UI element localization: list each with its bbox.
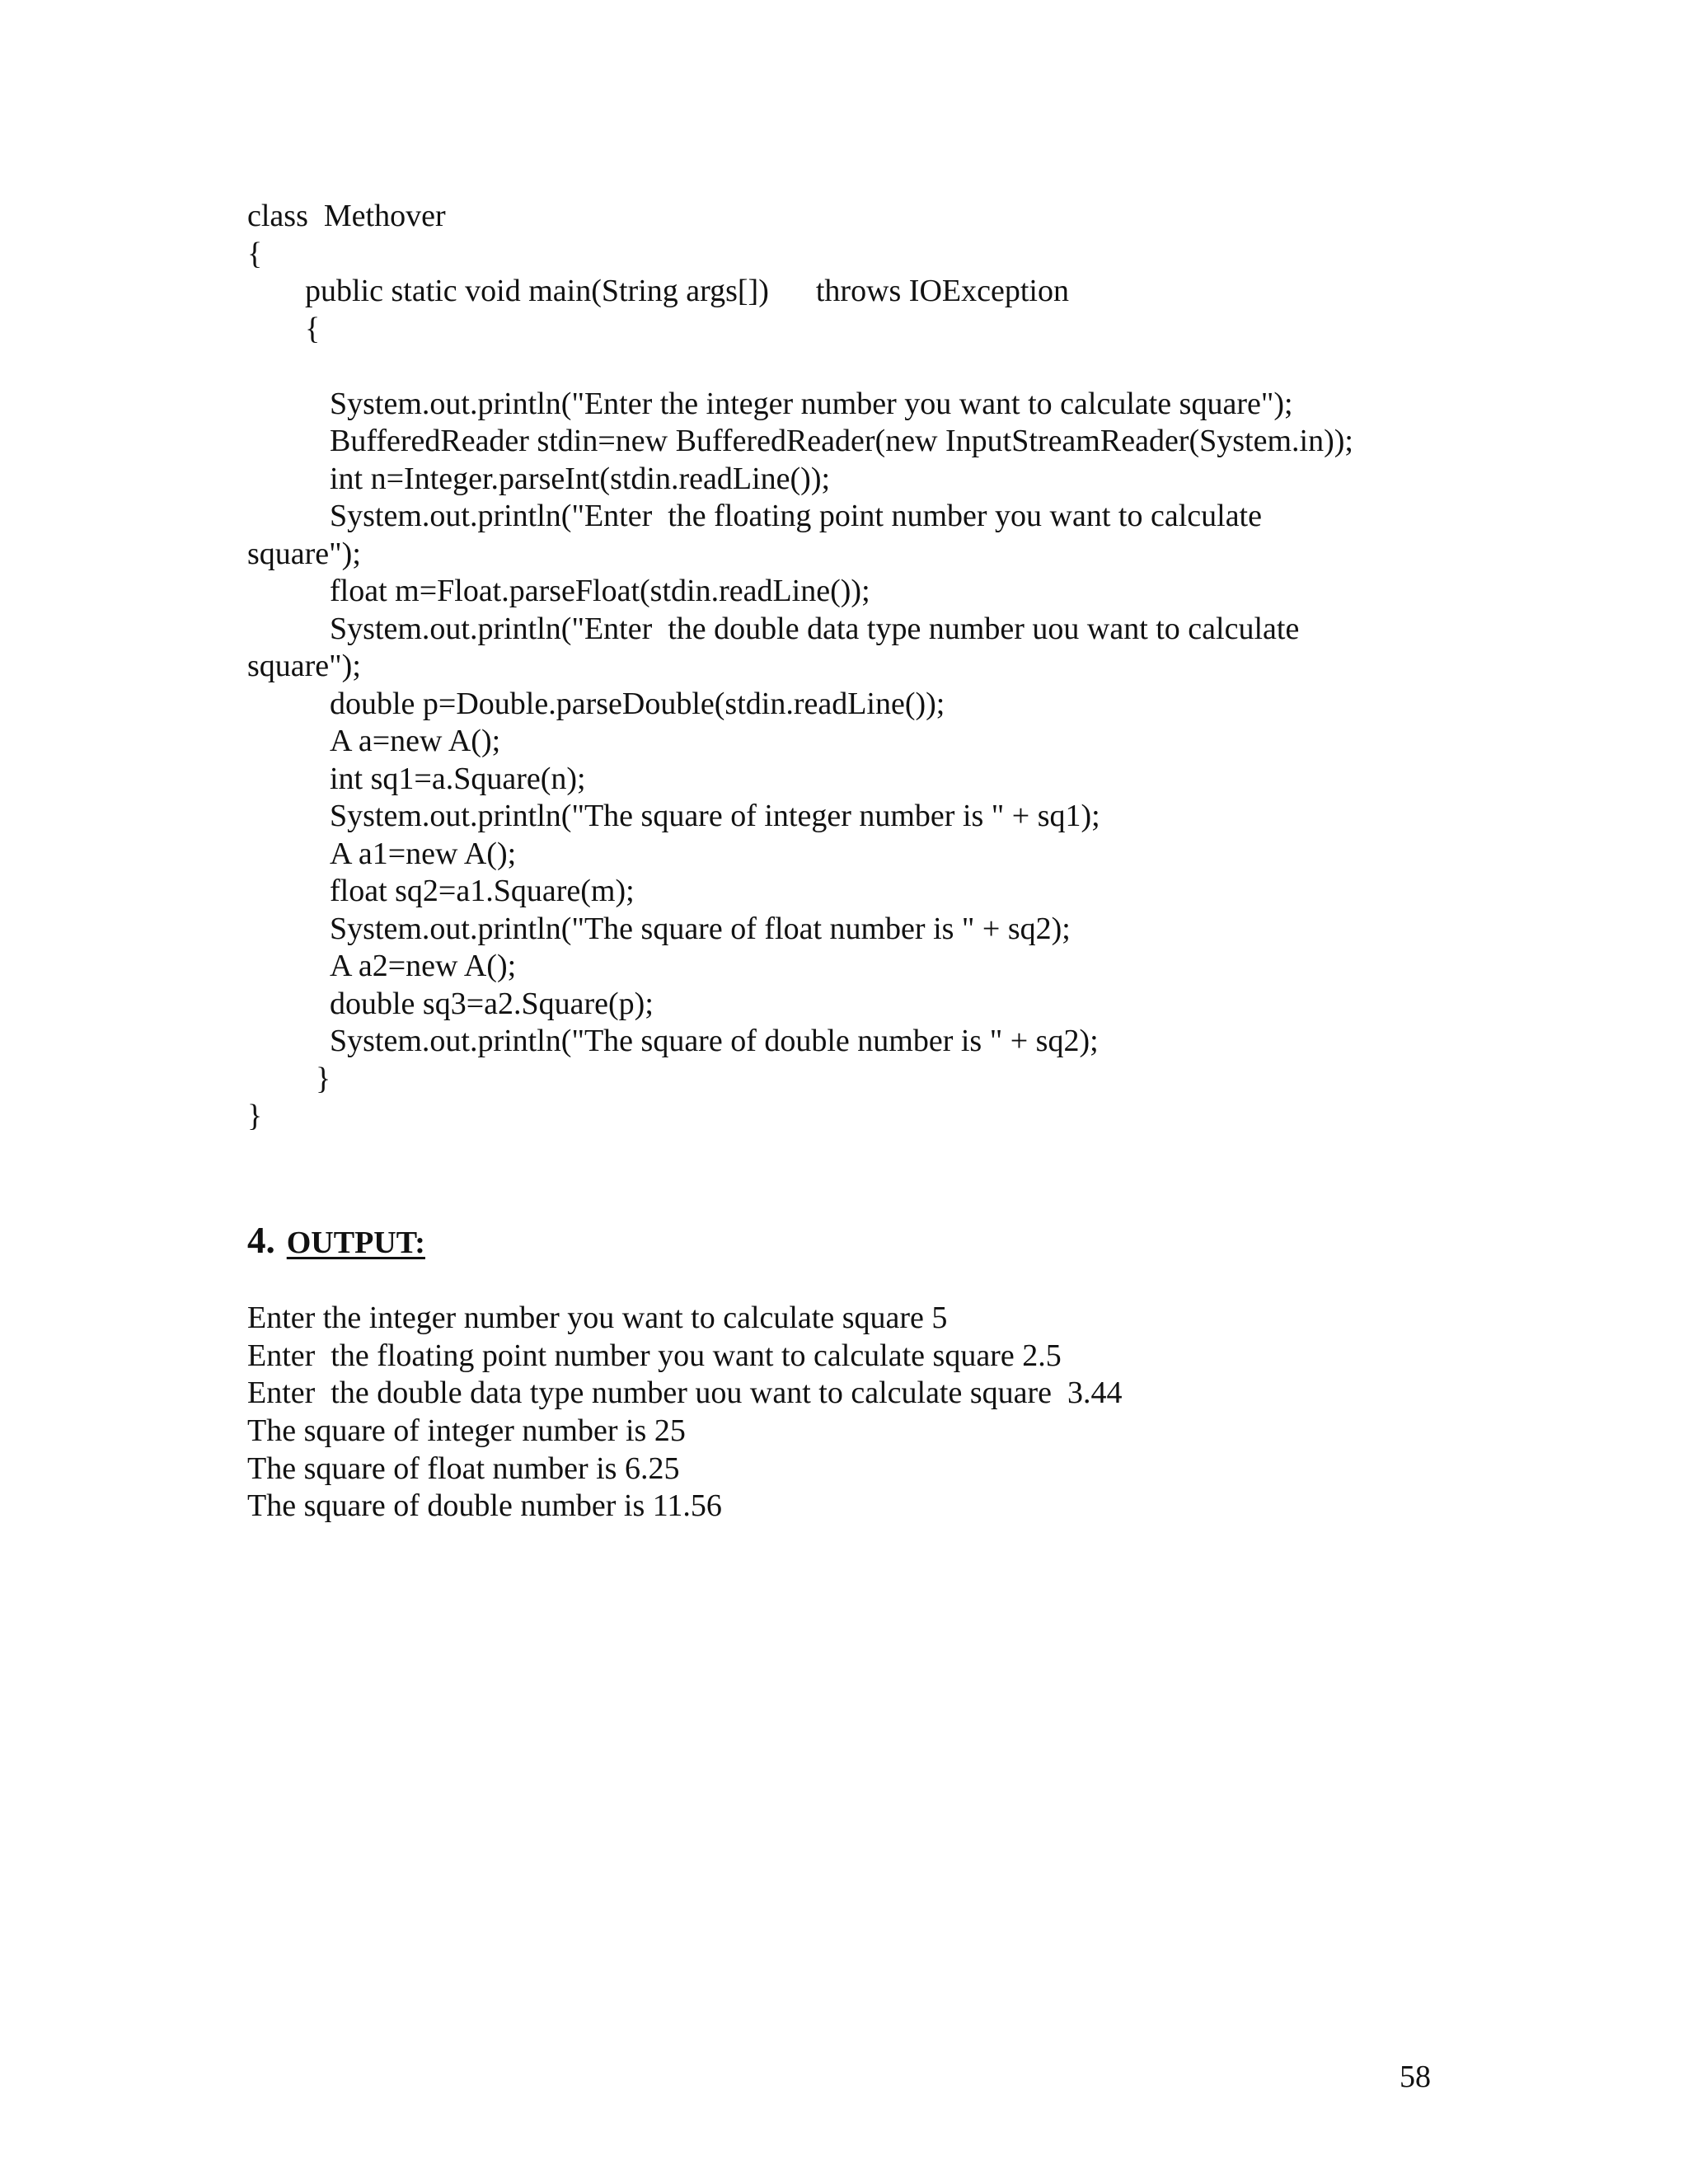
code-line: float sq2=a1.Square(m); [330,874,635,908]
page-number: 58 [1400,2060,1431,2094]
code-line: A a2=new A(); [330,949,517,983]
section-number: 4. [247,1220,275,1261]
code-line: double sq3=a2.Square(p); [330,986,654,1021]
code-line: float m=Float.parseFloat(stdin.readLine()); [330,574,870,608]
code-line: } [247,1099,263,1133]
code-line: A a=new A(); [330,724,501,758]
code-line: System.out.println("Enter the double data type number uou want to calculate [330,611,1300,646]
code-line: System.out.println("The square of integer number is " + sq1); [330,799,1100,833]
program-output [247,1300,1484,1526]
code-line: System.out.println("Enter the floating point number you want to calculate [330,499,1262,533]
code-line: BufferedReader stdin=new BufferedReader(new InputStreamReader(System.in)); [330,424,1353,458]
code-line: { [305,311,321,346]
code-line: int sq1=a.Square(n); [330,761,586,796]
code-line: A a1=new A(); [330,836,517,871]
code-line: double p=Double.parseDouble(stdin.readLine()); [330,686,945,721]
code-line: System.out.println("The square of float number is " + sq2); [330,911,1071,946]
code-line: System.out.println("The square of double number is " + sq2); [330,1024,1099,1058]
output-heading [247,1216,425,1268]
code-line: System.out.println("Enter the integer number you want to calculate square"); [330,386,1293,421]
code-blank-line [247,348,1484,386]
code-line: } [316,1061,331,1096]
output-line: The square of integer number is 25 [247,1413,686,1449]
code-line: square"); [247,649,361,683]
code-listing [247,198,1484,1136]
output-line: The square of float number is 6.25 [247,1451,680,1486]
code-line: square"); [247,536,361,571]
code-line: public static void main(String args[]) throws IOException [305,274,1069,308]
code-line: int n=Integer.parseInt(stdin.readLine()); [330,461,831,496]
output-line: Enter the double data type number uou want to calculate square 3.44 [247,1376,1123,1411]
code-line: { [247,236,263,271]
output-line: The square of double number is 11.56 [247,1488,722,1524]
output-line: Enter the integer number you want to calculate square 5 [247,1301,948,1335]
code-line: class Methover [247,199,446,233]
output-line: Enter the floating point number you want to calculate square 2.5 [247,1338,1062,1373]
section-label: OUTPUT: [286,1226,425,1260]
